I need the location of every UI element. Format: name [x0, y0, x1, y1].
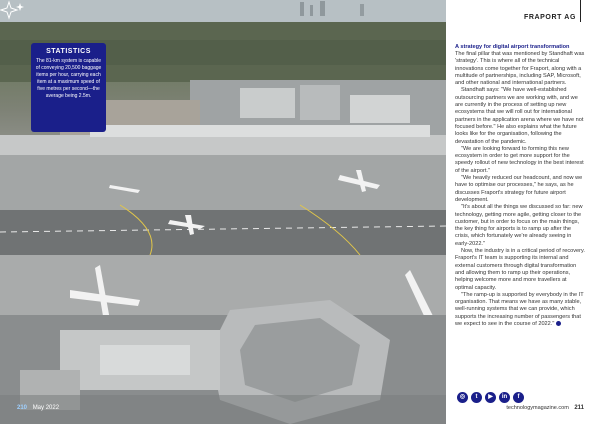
statistics-callout	[31, 43, 106, 132]
header-rule	[580, 0, 581, 22]
article-body	[455, 44, 585, 328]
end-of-article-icon	[556, 321, 561, 326]
sparkle-icon	[0, 0, 26, 20]
instagram-icon[interactable]: ◎	[457, 392, 468, 403]
right-page-number: 211	[574, 405, 584, 411]
article-paragraph: Now, the industry is in a critical period of recovery. Fraport's IT team is supporting its internal and external customers through digital transformation and allowing them to ramp up their operations, helping welcome more and more travellers at optimal capacity.	[455, 248, 585, 291]
left-page-number: 210	[17, 405, 28, 411]
article-paragraph: "We are looking forward to forming this new ecosystem in order to get more support for the speedy rollout of new technology in the best interest of the airport."	[455, 145, 584, 174]
facebook-icon[interactable]: f	[513, 392, 524, 403]
youtube-icon[interactable]: ▶	[485, 392, 496, 403]
article-paragraph: Standhaft says: "We have well-established outsourcing partners we are working with, and we are currently in the process of setting up new ecosystems that we will roll out for international partners in the application arena where we have not focused before." He also explains what the future looks like for the organisation, following the devastation of the pandemic.	[455, 87, 584, 145]
article-paragraph: The final pillar that was mentioned by Standhaft was 'strategy'. This is where all of the technical innovations come together for Fraport, along with a multitude of partnerships, including SAP, Microsoft, and other national and international partners.	[455, 51, 585, 87]
article-paragraph: "It's about all the things we discussed so far: new technology, getting more agile, getting closer to the customer, but in order to focus on the main things, the key thing for airports is to ramp up after the crisis, which fortunately we're already seeing in early-2022."	[455, 204, 583, 247]
article-paragraph	[455, 292, 585, 328]
statistics-title: STATISTICS	[46, 48, 91, 55]
company-header: FRAPORT AG	[523, 14, 576, 21]
issue-date: May 2022	[32, 405, 60, 411]
left-page-footer	[17, 405, 59, 411]
twitter-icon[interactable]: t	[471, 392, 482, 403]
article-paragraph: "We heavily reduced our headcount, and now we have to optimise our processes," he says, as he discusses Fraport's strategy for future airport development.	[455, 175, 583, 203]
linkedin-icon[interactable]: in	[499, 392, 510, 403]
article-last-paragraph: "The ramp-up is supported by everybody in the IT organisation. That means we have as many stable, well-running systems that we can provide, which supports the increasing number of passengers that we expect to see in the course of 2022."	[455, 291, 584, 327]
statistics-body: The 81-km system is capable of conveying 20,500 baggage items per hour, carrying each item at a maximum speed of five metres per second—the average being 2.5m.	[35, 58, 102, 99]
social-links	[457, 392, 524, 403]
article-headline: A strategy for digital airport transformation	[455, 44, 570, 50]
right-page-footer	[506, 405, 584, 411]
article-page	[446, 0, 600, 424]
website-url[interactable]: technologymagazine.com	[506, 405, 569, 411]
